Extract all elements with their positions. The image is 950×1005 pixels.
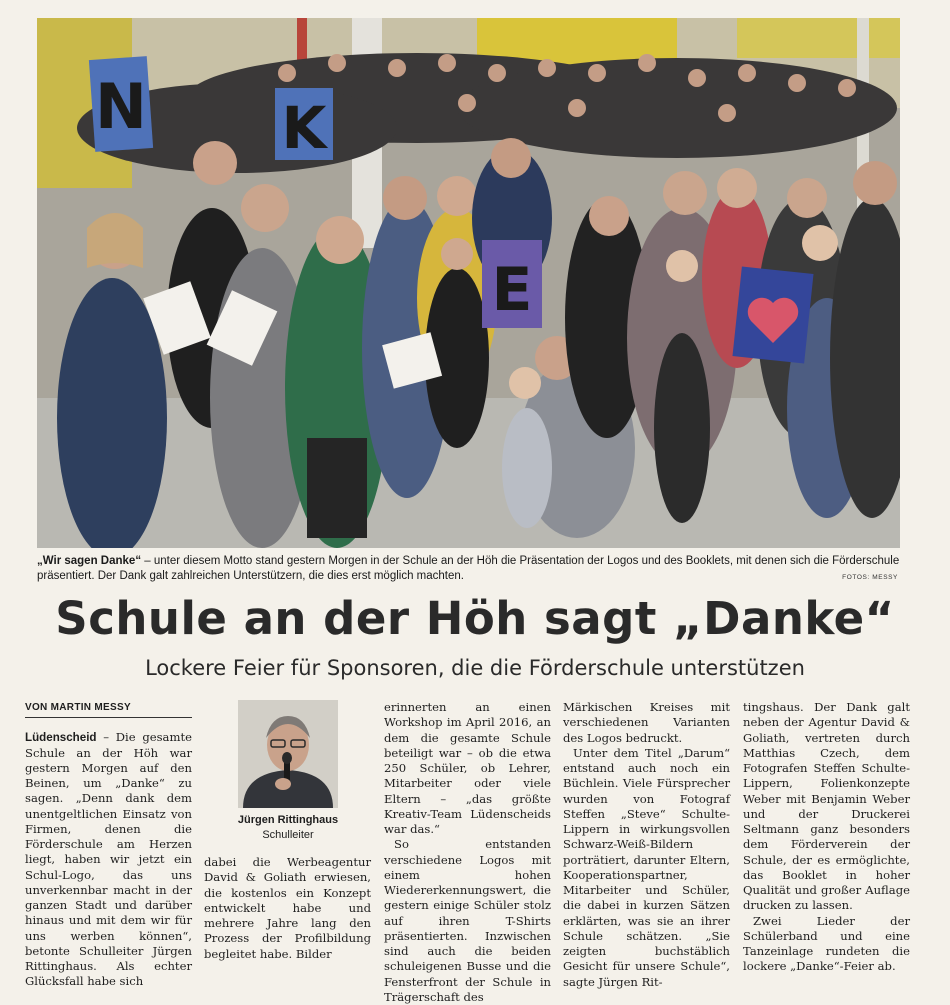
column-5-paragraph-1: tingshaus. Der Dank galt neben der Agentur David & Goliath, vertreten durch Matthias Czech, dem Fotografen Steffen Schulte-Lippern, Folienkonzepte Weber mit Benjamin Weber und der Druckerei Seltmann ganz besonders dem Förderverein der Schule, der es ermöglichte, das Booklet in hoher Qualität und großer Auflage drucken zu lassen. [743, 700, 910, 913]
sign-n [89, 56, 153, 152]
portrait-name: Jürgen Rittinghaus [237, 814, 339, 826]
column-5-paragraph-2: Zwei Lieder der Schülerband und eine Tanzeinlage rundeten die lockere „Danke“-Feier ab. [743, 913, 910, 974]
article-column-2 [204, 855, 371, 962]
portrait-illustration [238, 700, 338, 808]
svg-text:N: N [95, 70, 147, 143]
article-column-4 [563, 700, 730, 990]
heart-sign [732, 266, 813, 363]
caption-text: – unter diesem Motto stand gestern Morgen in der Schule an der Höh die Präsentation der Logos und des Booklets, mit denen sich die Förderschule präsentiert. Der Dank galt zahlreichen Unterstützern, die dies erst möglich machten. [37, 555, 900, 582]
caption-lead: „Wir sagen Danke“ [37, 555, 142, 567]
column-1-text: – Die gesamte Schule an der Höh war gestern Morgen auf den Beinen, um „Danke“ zu sagen. „Denn dank dem unentgeltlichen Einsatz von Firmen, denen die Förderschule am Herzen liegt, haben wir jetzt ein Schul-Logo, das uns unverkennbar macht in der ganzen Stadt und darüber hinaus und mit dem wir für uns werben können“, betonte Schulleiter Jürgen Rittinghaus. Als echter Glücksfall habe sich [25, 730, 192, 989]
group-photo [37, 18, 900, 548]
article-column-3 [384, 700, 551, 1005]
article-column-5 [743, 700, 910, 975]
column-4-paragraph-2: Unter dem Titel „Darum“ entstand auch noch ein Büchlein. Viele Fürsprecher wurden von Fotograf Steffen „Steve“ Schulte-Lippern in wirkungsvollen Schwarz-Weiß-Bildern porträtiert, darunter Eltern, Kooperationspartner, Mitarbeiter und Schüler, die dabei in kurzen Sätzen erklärten, was sie an ihrer Schule schätzen. „Sie zeigten buchstäblich Gesicht für unsere Schule“, sagte Jürgen Rit- [563, 745, 730, 989]
sign-e [482, 240, 542, 328]
column-2-text: dabei die Werbeagentur David & Goliath erwiesen, die kostenlos ein Konzept entwickelt habe und mehrere Jahre lang den Prozess der Profilbildung begleitet habe. Bilder [204, 855, 371, 961]
column-3-paragraph-2: So entstanden verschiedene Logos mit einem hohen Wiedererkennungswert, die gestern einige Schüler stolz auf ihren T-Shirts präsentierten. Inzwischen sind auch die beiden schuleigenen Busse und die Fensterfront der Schule in Trägerschaft des [384, 837, 551, 1004]
portrait-photo [238, 700, 338, 808]
photo-credit: FOTOS: MESSY [842, 574, 898, 581]
column-4-paragraph-1: Märkischen Kreises mit verschiedenen Varianten des Logos bedruckt. [563, 700, 730, 745]
dateline: Lüdenscheid [25, 731, 97, 745]
headline: Schule an der Höh sagt „Danke“ [55, 592, 895, 645]
group-photo-illustration [37, 18, 900, 548]
subheadline: Lockere Feier für Sponsoren, die die Förderschule unterstützen [145, 656, 805, 680]
column-3-paragraph-1: erinnerten an einen Workshop im April 2016, an dem die gesamte Schule beteiligt war – ob die etwa 250 Schüler, ob Lehrer, Mitarbeiter oder viele Eltern – „das größte Kreativ-Team Lüdenscheids war das.“ [384, 700, 551, 836]
article-column-1 [25, 700, 192, 990]
sign-k [275, 88, 333, 162]
byline: VON MARTIN MESSY [25, 700, 192, 718]
svg-text:K: K [281, 94, 327, 162]
portrait-role: Schulleiter [262, 829, 314, 841]
photo-caption [37, 554, 907, 584]
svg-text:E: E [491, 255, 533, 325]
